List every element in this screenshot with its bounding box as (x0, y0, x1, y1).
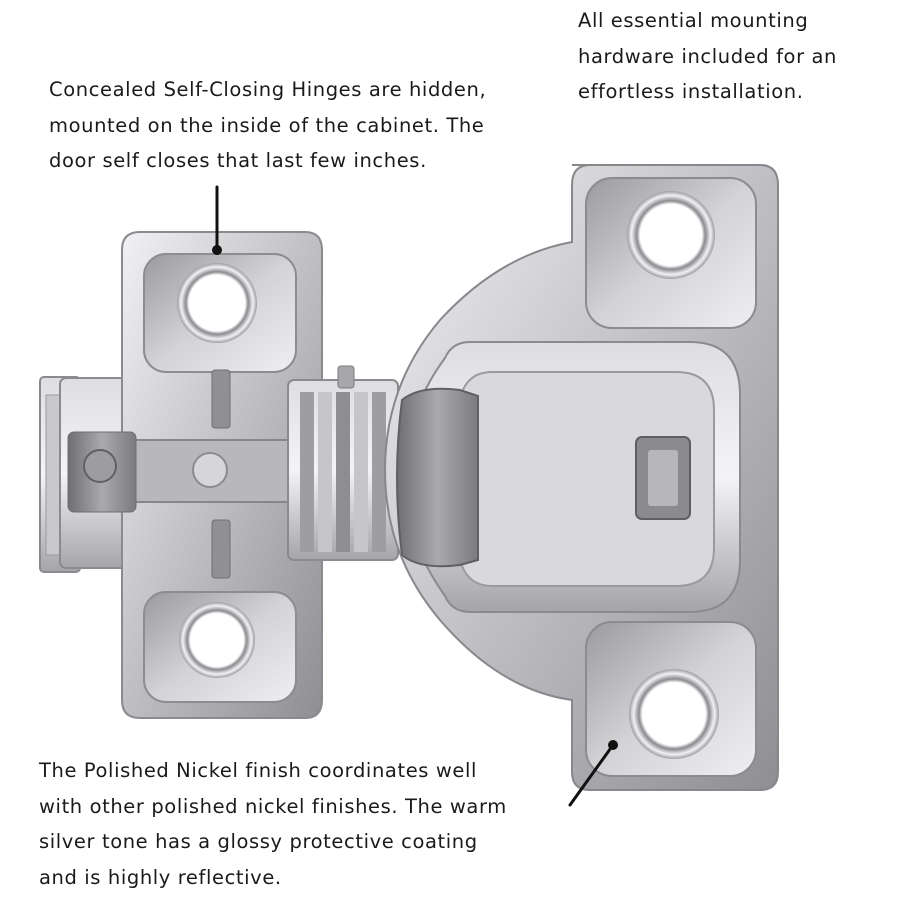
caption-line: door self closes that last few inches. (49, 149, 427, 172)
caption-line: mounted on the inside of the cabinet. The (49, 113, 485, 137)
caption-line: effortless installation. (578, 80, 804, 103)
caption-polished-nickel-finish (39, 753, 507, 895)
screw-hole-top-right (627, 191, 715, 279)
mounting-plate (40, 232, 322, 718)
caption-line: hardware included for an (578, 44, 837, 68)
callout-dot-finish (608, 740, 618, 750)
caption-mounting-hardware (578, 3, 837, 110)
caption-concealed-hinges (49, 72, 486, 179)
callout-dot-concealed (212, 245, 222, 255)
adjustment-screw-icon (84, 450, 116, 482)
caption-line: and is highly reflective. (39, 865, 282, 889)
caption-line: Concealed Self-Closing Hinges are hidden, (49, 78, 487, 101)
caption-line: The Polished Nickel finish coordinates well (39, 759, 478, 782)
hinge-cup-plate (385, 165, 778, 790)
screw-hole-bottom-left (179, 602, 255, 678)
hinge-arms (288, 366, 398, 560)
caption-line: All essential mounting (578, 9, 809, 32)
caption-line: silver tone has a glossy protective coating (39, 830, 478, 853)
caption-line: with other polished nickel finishes. The warm (39, 794, 507, 818)
screw-hole-bottom-right (629, 669, 719, 759)
screw-hole-top-left (177, 263, 257, 343)
